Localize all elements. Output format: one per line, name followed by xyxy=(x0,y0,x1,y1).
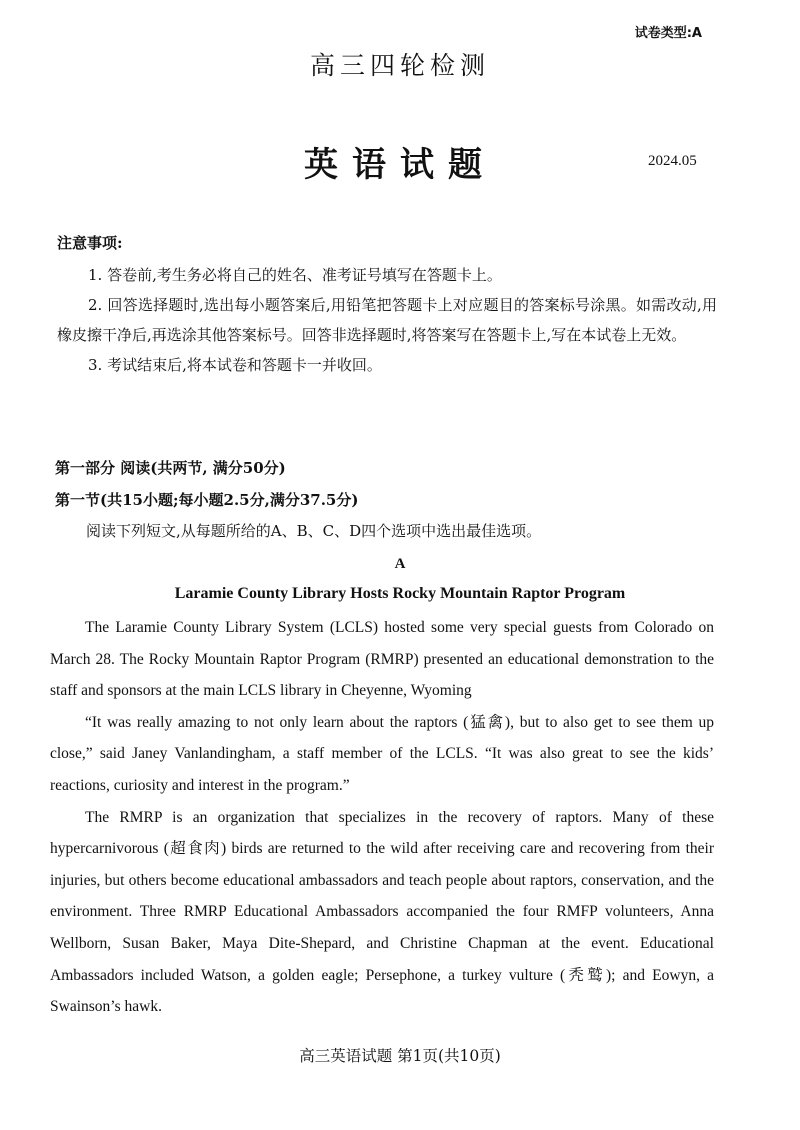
subject-title: 英语试题 xyxy=(304,145,496,185)
exam-date: 2024.05 xyxy=(648,153,697,169)
passage-paragraph: The Laramie County Library System (LCLS) hosted some very special guests from Colorado on March 28. The Rocky Mountain Raptor Program (RMRP) presented an educational demonstration to the staff and sponsors at the main LCLS library in Cheyenne, Wyoming xyxy=(50,619,714,700)
part-heading: 第一部分 阅读(共两节, 满分50分) xyxy=(55,459,286,477)
section-instruction: 阅读下列短文,从每题所给的A、B、C、D四个选项中选出最佳选项。 xyxy=(86,522,542,540)
passage-title: Laramie County Library Hosts Rocky Mountain Raptor Program xyxy=(174,585,626,602)
passage-letter: A xyxy=(394,556,406,572)
passage-body xyxy=(50,612,714,1023)
notes-list xyxy=(57,260,717,380)
exam-series-title: 高三四轮检测 xyxy=(309,51,490,80)
section-heading: 第一节(共15小题;每小题2.5分,满分37.5分) xyxy=(55,491,359,509)
page-footer: 高三英语试题 第1页(共10页) xyxy=(299,1047,501,1065)
passage-paragraph: “It was really amazing to not only learn about the raptors (猛禽), but to also get to see them up close,” said Janey Vanlandingham, a staff member of the LCLS. “It was also great to see the kids’ reactions, curiosity and interest in the program.” xyxy=(50,713,714,794)
note-item: 2. 回答选择题时,选出每小题答案后,用铅笔把答题卡上对应题目的答案标号涂黑。如需改动,用橡皮擦干净后,再选涂其他答案标号。回答非选择题时,将答案写在答题卡上,写在本试卷上无效。 xyxy=(57,296,717,344)
paper-type-label: 试卷类型:A xyxy=(634,26,702,41)
passage-paragraph: The RMRP is an organization that specializes in the recovery of raptors. Many of these hypercarnivorous (超食肉) birds are returned to the wild after receiving care and recovering from their injuries, but others become educational ambassadors and teach people about raptors, conservation, and the environment. Three RMRP Educational Ambassadors accompanied the four RMFP volunteers, Anna Wellborn, Susan Baker, Maya Dite-Shepard, and Christine Chapman at the event. Educational Ambassadors included Watson, a golden eagle; Persephone, a turkey vulture (秃鹫); and Eowyn, a Swainson’s hawk. xyxy=(50,808,714,1016)
note-item: 1. 答卷前,考生务必将自己的姓名、准考证号填写在答题卡上。 xyxy=(88,266,502,284)
note-item: 3. 考试结束后,将本试卷和答题卡一并收回。 xyxy=(88,356,382,374)
notes-heading: 注意事项: xyxy=(57,234,123,252)
